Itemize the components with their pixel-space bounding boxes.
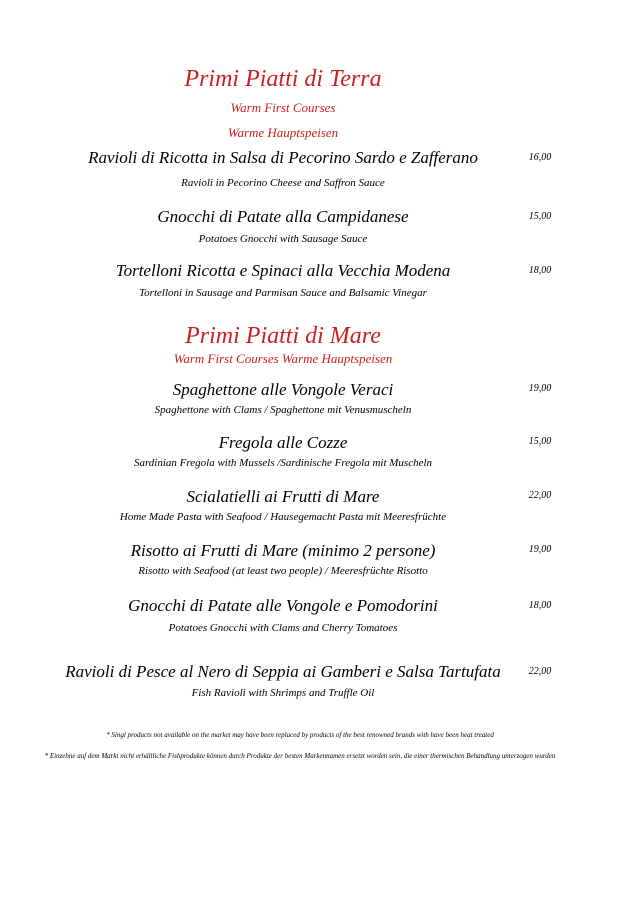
menu-item-desc: Ravioli in Pecorino Cheese and Saffron Sauce — [181, 177, 385, 189]
menu-item-name: Risotto ai Frutti di Mare (minimo 2 persone) — [130, 541, 436, 560]
menu-item-desc: Spaghettone with Clams / Spaghettone mit Venusmuscheln — [154, 404, 412, 416]
menu-item-desc: Risotto with Seafood (at least two people) / Meeresfrüchte Risotto — [138, 565, 428, 577]
menu-item-desc: Tortelloni in Sausage and Parmisan Sauce and Balsamic Vinegar — [139, 287, 427, 299]
menu-item-price: 19,00 — [528, 383, 552, 394]
menu-item-desc: Potatoes Gnocchi with Clams and Cherry Tomatoes — [168, 622, 398, 634]
menu-item-name: Scialatielli ai Frutti di Mare — [186, 487, 380, 506]
menu-item-name: Gnocchi di Patate alla Campidanese — [157, 207, 409, 226]
footnote-en: * Singl products not available on the market may have been replaced by products of the best renowned brands with have been heat treated — [106, 731, 494, 739]
menu-item-desc: Fish Ravioli with Shrimps and Truffle Oil — [191, 687, 375, 699]
section-subtitle-terra-de: Warme Hauptspeisen — [227, 125, 339, 140]
menu-item-desc: Sardinian Fregola with Mussels /Sardinische Fregola mit Muscheln — [133, 457, 433, 469]
menu-item-desc: Potatoes Gnocchi with Sausage Sauce — [198, 233, 368, 245]
section-subtitle-terra-en: Warm First Courses — [230, 100, 336, 115]
menu-item-name: Gnocchi di Patate alle Vongole e Pomodorini — [128, 596, 438, 615]
section-subtitle-mare: Warm First Courses Warme Hauptspeisen — [173, 351, 393, 366]
menu-item-name: Fregola alle Cozze — [218, 433, 348, 452]
menu-item-price: 22,00 — [528, 666, 552, 677]
menu-item-price: 16,00 — [528, 152, 552, 163]
section-title-mare: Primi Piatti di Mare — [185, 323, 381, 349]
menu-item-name: Ravioli di Ricotta in Salsa di Pecorino Sardo e Zafferano — [88, 148, 478, 167]
menu-item-price: 19,00 — [528, 544, 552, 555]
footnote-de: * Einzehne auf dem Markt nicht erhältliche Fishprodukte können durch Produkte der besten Markennamen ersetzt worden sein, die einer thermischen Behandlung unterzogen wurden — [44, 752, 556, 760]
menu-item-desc: Home Made Pasta with Seafood / Hausegemacht Pasta mit Meeresfrüchte — [119, 511, 447, 523]
menu-item-price: 18,00 — [528, 600, 552, 611]
menu-item-name: Tortelloni Ricotta e Spinaci alla Vecchia Modena — [115, 261, 451, 280]
menu-item-price: 15,00 — [528, 211, 552, 222]
menu-item-price: 15,00 — [528, 436, 552, 447]
menu-item-price: 22,00 — [528, 490, 552, 501]
menu-item-name: Spaghettone alle Vongole Veraci — [172, 380, 394, 399]
section-title-terra: Primi Piatti di Terra — [184, 66, 382, 92]
menu-item-name: Ravioli di Pesce al Nero di Seppia ai Gamberi e Salsa Tartufata — [65, 662, 501, 681]
menu-item-price: 18,00 — [528, 265, 552, 276]
